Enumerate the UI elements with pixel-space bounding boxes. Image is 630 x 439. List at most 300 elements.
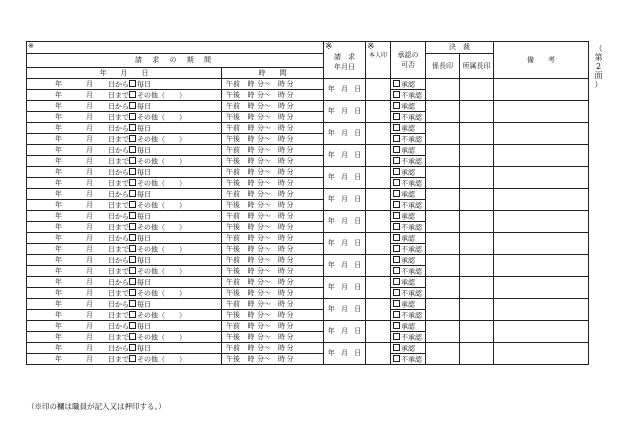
request-date-cell[interactable]: 年 月 日 (324, 343, 366, 365)
hour-label: 時 (247, 255, 255, 264)
approved-checkbox[interactable] (393, 146, 400, 153)
other-checkbox[interactable] (129, 355, 136, 362)
hour-label: 時 (247, 90, 255, 99)
not-approved-label: 不承認 (401, 201, 422, 210)
minute-label: 分 (286, 167, 294, 176)
minute-label: 分 (286, 145, 294, 154)
not-approved-option[interactable] (391, 222, 426, 233)
month-label: 月 (86, 80, 93, 89)
request-date-cell[interactable]: 年 月 日 (324, 123, 366, 145)
not-approved-label: 不承認 (401, 245, 422, 254)
other-checkbox[interactable] (129, 267, 136, 274)
approved-label: 承認 (401, 322, 415, 331)
minute-label: 分 (286, 255, 294, 264)
period-until-cell[interactable] (27, 288, 222, 299)
request-date-cell[interactable]: 年 月 日 (324, 277, 366, 299)
period-until-cell[interactable] (27, 112, 222, 123)
period-until-cell[interactable] (27, 266, 222, 277)
month-label: 月 (86, 344, 93, 353)
not-approved-checkbox[interactable] (393, 157, 400, 164)
chief-seal-cell[interactable] (426, 343, 460, 365)
date-column-header: 年 月 日 (27, 68, 222, 79)
tilde-hour-label: 分～ 時 (257, 123, 285, 132)
seal-cell[interactable] (366, 255, 391, 277)
daily-checkbox[interactable] (129, 168, 136, 175)
seal-cell[interactable] (366, 79, 391, 101)
seal-cell[interactable] (366, 277, 391, 299)
seal-cell[interactable] (366, 167, 391, 189)
chief-seal-cell[interactable] (426, 145, 460, 167)
period-from-cell[interactable] (27, 123, 222, 134)
not-approved-option[interactable] (391, 354, 426, 365)
period-until-cell[interactable] (27, 354, 222, 365)
other-label: その他（ ） (137, 311, 186, 320)
remarks-cell[interactable] (494, 123, 589, 145)
hour-label: 時 (247, 288, 255, 297)
section-head-seal-cell[interactable] (460, 255, 494, 277)
approved-checkbox[interactable] (393, 190, 400, 197)
page-number-char: ） (594, 80, 603, 89)
not-approved-option[interactable] (391, 288, 426, 299)
remarks-cell[interactable] (494, 167, 589, 189)
section-head-seal-cell[interactable] (460, 233, 494, 255)
seal-cell[interactable] (366, 299, 391, 321)
other-checkbox[interactable] (129, 113, 136, 120)
month-label: 月 (86, 234, 93, 243)
chief-seal-cell[interactable] (426, 189, 460, 211)
hour-label: 時 (247, 310, 255, 319)
period-until-cell[interactable] (27, 156, 222, 167)
period-until-cell[interactable] (27, 222, 222, 233)
approved-option[interactable] (391, 299, 426, 310)
section-head-seal-header: 所属長印 (460, 54, 494, 79)
until-label: 日まで (108, 245, 129, 254)
time-am-cell[interactable] (222, 79, 324, 90)
time-pm-cell[interactable] (222, 222, 324, 233)
remarks-cell[interactable] (494, 343, 589, 365)
staff-mark: ※ (367, 42, 375, 52)
tilde-hour-label: 分～ 時 (257, 90, 285, 99)
other-checkbox[interactable] (129, 333, 136, 340)
daily-label: 毎日 (137, 300, 151, 309)
pm-label: 午後 (226, 112, 240, 121)
time-am-cell[interactable] (222, 101, 324, 112)
month-label: 月 (86, 311, 93, 320)
section-head-seal-cell[interactable] (460, 321, 494, 343)
remarks-cell[interactable] (494, 101, 589, 123)
request-date-cell[interactable]: 年 月 日 (324, 79, 366, 101)
daily-label: 毎日 (137, 190, 151, 199)
request-date-cell[interactable]: 年 月 日 (324, 299, 366, 321)
period-until-cell[interactable] (27, 134, 222, 145)
not-approved-option[interactable] (391, 266, 426, 277)
request-date-cell[interactable]: 年 月 日 (324, 167, 366, 189)
period-from-cell[interactable] (27, 167, 222, 178)
daily-checkbox[interactable] (129, 344, 136, 351)
approved-option[interactable] (391, 321, 426, 332)
year-label: 年 (55, 135, 62, 144)
chief-seal-cell[interactable] (426, 277, 460, 299)
not-approved-checkbox[interactable] (393, 245, 400, 252)
time-pm-cell[interactable] (222, 156, 324, 167)
seal-cell[interactable] (366, 145, 391, 167)
not-approved-checkbox[interactable] (393, 91, 400, 98)
time-am-cell[interactable] (222, 299, 324, 310)
period-from-cell[interactable] (27, 233, 222, 244)
other-checkbox[interactable] (129, 311, 136, 318)
page-number-char: 2 (595, 62, 602, 71)
daily-checkbox[interactable] (129, 300, 136, 307)
until-label: 日まで (108, 311, 129, 320)
month-label: 月 (86, 300, 93, 309)
hour-label: 時 (247, 167, 255, 176)
not-approved-checkbox[interactable] (393, 333, 400, 340)
section-head-seal-cell[interactable] (460, 299, 494, 321)
hour-label: 時 (247, 277, 255, 286)
request-date-cell[interactable]: 年 月 日 (324, 255, 366, 277)
not-approved-label: 不承認 (401, 267, 422, 276)
daily-checkbox[interactable] (129, 80, 136, 87)
approved-option[interactable] (391, 167, 426, 178)
approved-checkbox[interactable] (393, 102, 400, 109)
from-label: 日から (108, 344, 129, 353)
seal-cell[interactable] (366, 211, 391, 233)
other-checkbox[interactable] (129, 157, 136, 164)
approved-checkbox[interactable] (393, 278, 400, 285)
hour-label: 時 (247, 101, 255, 110)
chief-seal-cell[interactable] (426, 255, 460, 277)
time-pm-cell[interactable] (222, 354, 324, 365)
chief-seal-cell[interactable] (426, 123, 460, 145)
section-head-seal-cell[interactable] (460, 123, 494, 145)
other-checkbox[interactable] (129, 135, 136, 142)
tilde-hour-label: 分～ 時 (257, 156, 285, 165)
from-label: 日から (108, 322, 129, 331)
not-approved-checkbox[interactable] (393, 223, 400, 230)
period-until-cell[interactable] (27, 332, 222, 343)
other-checkbox[interactable] (129, 245, 136, 252)
not-approved-option[interactable] (391, 90, 426, 101)
approved-option[interactable] (391, 233, 426, 244)
other-checkbox[interactable] (129, 289, 136, 296)
remarks-cell[interactable] (494, 255, 589, 277)
seal-cell[interactable] (366, 233, 391, 255)
tilde-hour-label: 分～ 時 (257, 343, 285, 352)
pm-label: 午後 (226, 310, 240, 319)
time-am-cell[interactable] (222, 123, 324, 134)
approved-option[interactable] (391, 123, 426, 134)
request-date-cell[interactable]: 年 月 日 (324, 145, 366, 167)
time-pm-cell[interactable] (222, 90, 324, 101)
section-head-seal-cell[interactable] (460, 101, 494, 123)
time-am-cell[interactable] (222, 145, 324, 156)
seal-cell[interactable] (366, 101, 391, 123)
tilde-hour-label: 分～ 時 (257, 200, 285, 209)
period-from-cell[interactable] (27, 299, 222, 310)
month-label: 月 (86, 157, 93, 166)
request-date-cell[interactable]: 年 月 日 (324, 321, 366, 343)
not-approved-checkbox[interactable] (393, 113, 400, 120)
chief-seal-cell[interactable] (426, 233, 460, 255)
other-checkbox[interactable] (129, 223, 136, 230)
other-label: その他（ ） (137, 223, 186, 232)
minute-label: 分 (286, 299, 294, 308)
from-label: 日から (108, 168, 129, 177)
not-approved-checkbox[interactable] (393, 355, 400, 362)
approved-option[interactable] (391, 277, 426, 288)
approved-option[interactable] (391, 343, 426, 354)
until-label: 日まで (108, 113, 129, 122)
month-label: 月 (86, 223, 93, 232)
year-label: 年 (55, 179, 62, 188)
minute-label: 分 (286, 310, 294, 319)
period-from-cell[interactable] (27, 79, 222, 90)
hour-label: 時 (247, 244, 255, 253)
staff-mark: ※ (27, 42, 324, 54)
hour-label: 時 (247, 354, 255, 363)
request-date-cell[interactable]: 年 月 日 (324, 211, 366, 233)
period-until-cell[interactable] (27, 90, 222, 101)
pm-label: 午後 (226, 90, 240, 99)
period-from-cell[interactable] (27, 211, 222, 222)
not-approved-label: 不承認 (401, 157, 422, 166)
remarks-cell[interactable] (494, 145, 589, 167)
period-until-cell[interactable] (27, 310, 222, 321)
request-date-cell[interactable]: 年 月 日 (324, 189, 366, 211)
from-label: 日から (108, 190, 129, 199)
not-approved-option[interactable] (391, 178, 426, 189)
approved-label: 承認 (401, 190, 415, 199)
approved-checkbox[interactable] (393, 256, 400, 263)
period-until-cell[interactable] (27, 244, 222, 255)
time-am-cell[interactable] (222, 277, 324, 288)
approved-label: 承認 (401, 344, 415, 353)
approved-checkbox[interactable] (393, 322, 400, 329)
approval-label-1: 承認の (397, 50, 419, 59)
time-pm-cell[interactable] (222, 310, 324, 321)
approval-label-2: 可否 (401, 60, 415, 69)
approved-option[interactable] (391, 255, 426, 266)
daily-label: 毎日 (137, 278, 151, 287)
not-approved-checkbox[interactable] (393, 311, 400, 318)
request-date-cell[interactable]: 年 月 日 (324, 233, 366, 255)
time-am-cell[interactable] (222, 211, 324, 222)
daily-checkbox[interactable] (129, 212, 136, 219)
time-am-cell[interactable] (222, 233, 324, 244)
approved-checkbox[interactable] (393, 168, 400, 175)
pm-label: 午後 (226, 332, 240, 341)
daily-label: 毎日 (137, 256, 151, 265)
year-label: 年 (55, 311, 62, 320)
pm-label: 午後 (226, 156, 240, 165)
other-label: その他（ ） (137, 135, 186, 144)
remarks-cell[interactable] (494, 299, 589, 321)
period-from-cell[interactable] (27, 321, 222, 332)
not-approved-checkbox[interactable] (393, 135, 400, 142)
daily-checkbox[interactable] (129, 146, 136, 153)
month-label: 月 (86, 355, 93, 364)
chief-seal-cell[interactable] (426, 211, 460, 233)
other-label: その他（ ） (137, 179, 186, 188)
chief-seal-cell[interactable] (426, 101, 460, 123)
until-label: 日まで (108, 91, 129, 100)
not-approved-checkbox[interactable] (393, 289, 400, 296)
approved-checkbox[interactable] (393, 234, 400, 241)
pm-label: 午後 (226, 354, 240, 363)
time-pm-cell[interactable] (222, 266, 324, 277)
time-pm-cell[interactable] (222, 244, 324, 255)
period-from-cell[interactable] (27, 343, 222, 354)
daily-checkbox[interactable] (129, 190, 136, 197)
other-label: その他（ ） (137, 91, 186, 100)
not-approved-label: 不承認 (401, 91, 422, 100)
chief-seal-cell[interactable] (426, 321, 460, 343)
time-pm-cell[interactable] (222, 112, 324, 123)
approved-label: 承認 (401, 168, 415, 177)
minute-label: 分 (286, 156, 294, 165)
approved-label: 承認 (401, 212, 415, 221)
period-from-cell[interactable] (27, 189, 222, 200)
time-pm-cell[interactable] (222, 134, 324, 145)
month-label: 月 (86, 168, 93, 177)
seal-cell[interactable] (366, 123, 391, 145)
pm-label: 午後 (226, 200, 240, 209)
approved-label: 承認 (401, 278, 415, 287)
section-head-seal-cell[interactable] (460, 79, 494, 101)
page-number-char: （ (594, 44, 603, 53)
not-approved-option[interactable] (391, 112, 426, 123)
period-from-cell[interactable] (27, 255, 222, 266)
not-approved-option[interactable] (391, 244, 426, 255)
approved-option[interactable] (391, 145, 426, 156)
seal-cell[interactable] (366, 343, 391, 365)
year-label: 年 (55, 124, 62, 133)
pm-label: 午後 (226, 288, 240, 297)
daily-checkbox[interactable] (129, 256, 136, 263)
time-am-cell[interactable] (222, 167, 324, 178)
request-date-header (324, 42, 366, 79)
period-from-cell[interactable] (27, 277, 222, 288)
approved-checkbox[interactable] (393, 344, 400, 351)
not-approved-checkbox[interactable] (393, 201, 400, 208)
not-approved-checkbox[interactable] (393, 267, 400, 274)
request-date-cell[interactable]: 年 月 日 (324, 101, 366, 123)
not-approved-option[interactable] (391, 156, 426, 167)
section-head-seal-cell[interactable] (460, 189, 494, 211)
approved-label: 承認 (401, 146, 415, 155)
hour-label: 時 (247, 299, 255, 308)
tilde-hour-label: 分～ 時 (257, 167, 285, 176)
time-am-cell[interactable] (222, 321, 324, 332)
remarks-cell[interactable] (494, 189, 589, 211)
section-head-seal-cell[interactable] (460, 343, 494, 365)
hour-label: 時 (247, 178, 255, 187)
approved-option[interactable] (391, 79, 426, 90)
approved-checkbox[interactable] (393, 80, 400, 87)
seal-cell[interactable] (366, 189, 391, 211)
not-approved-option[interactable] (391, 200, 426, 211)
daily-checkbox[interactable] (129, 102, 136, 109)
period-until-cell[interactable] (27, 200, 222, 211)
daily-checkbox[interactable] (129, 124, 136, 131)
period-until-cell[interactable] (27, 178, 222, 189)
request-form (26, 41, 588, 365)
not-approved-checkbox[interactable] (393, 179, 400, 186)
section-head-seal-cell[interactable] (460, 211, 494, 233)
remarks-cell[interactable] (494, 321, 589, 343)
daily-checkbox[interactable] (129, 322, 136, 329)
staff-mark: ※ (325, 42, 333, 52)
approved-option[interactable] (391, 189, 426, 200)
chief-seal-cell[interactable] (426, 167, 460, 189)
section-head-seal-cell[interactable] (460, 145, 494, 167)
not-approved-option[interactable] (391, 332, 426, 343)
year-label: 年 (55, 355, 62, 364)
chief-seal-cell[interactable] (426, 79, 460, 101)
year-label: 年 (55, 190, 62, 199)
am-label: 午前 (226, 343, 240, 352)
not-approved-option[interactable] (391, 134, 426, 145)
chief-seal-cell[interactable] (426, 299, 460, 321)
period-from-cell[interactable] (27, 145, 222, 156)
time-am-cell[interactable] (222, 343, 324, 354)
month-label: 月 (86, 190, 93, 199)
daily-label: 毎日 (137, 234, 151, 243)
time-pm-cell[interactable] (222, 288, 324, 299)
until-label: 日まで (108, 289, 129, 298)
other-checkbox[interactable] (129, 201, 136, 208)
approved-option[interactable] (391, 211, 426, 222)
am-label: 午前 (226, 233, 240, 242)
remarks-cell[interactable] (494, 79, 589, 101)
hour-label: 時 (247, 321, 255, 330)
time-am-cell[interactable] (222, 255, 324, 266)
time-am-cell[interactable] (222, 189, 324, 200)
approved-checkbox[interactable] (393, 212, 400, 219)
daily-checkbox[interactable] (129, 234, 136, 241)
not-approved-label: 不承認 (401, 223, 422, 232)
daily-checkbox[interactable] (129, 278, 136, 285)
remarks-cell[interactable] (494, 233, 589, 255)
hour-label: 時 (247, 211, 255, 220)
approved-option[interactable] (391, 101, 426, 112)
minute-label: 分 (286, 178, 294, 187)
other-checkbox[interactable] (129, 91, 136, 98)
time-pm-cell[interactable] (222, 200, 324, 211)
section-head-seal-cell[interactable] (460, 167, 494, 189)
time-pm-cell[interactable] (222, 332, 324, 343)
tilde-hour-label: 分～ 時 (257, 178, 285, 187)
other-checkbox[interactable] (129, 179, 136, 186)
year-label: 年 (55, 278, 62, 287)
year-label: 年 (55, 223, 62, 232)
remarks-cell[interactable] (494, 277, 589, 299)
from-label: 日から (108, 256, 129, 265)
month-label: 月 (86, 322, 93, 331)
month-label: 月 (86, 212, 93, 221)
not-approved-option[interactable] (391, 310, 426, 321)
approved-checkbox[interactable] (393, 300, 400, 307)
month-label: 月 (86, 179, 93, 188)
approved-checkbox[interactable] (393, 124, 400, 131)
time-pm-cell[interactable] (222, 178, 324, 189)
remarks-cell[interactable] (494, 211, 589, 233)
approved-label: 承認 (401, 80, 415, 89)
section-head-seal-cell[interactable] (460, 277, 494, 299)
until-label: 日まで (108, 135, 129, 144)
seal-cell[interactable] (366, 321, 391, 343)
period-from-cell[interactable] (27, 101, 222, 112)
